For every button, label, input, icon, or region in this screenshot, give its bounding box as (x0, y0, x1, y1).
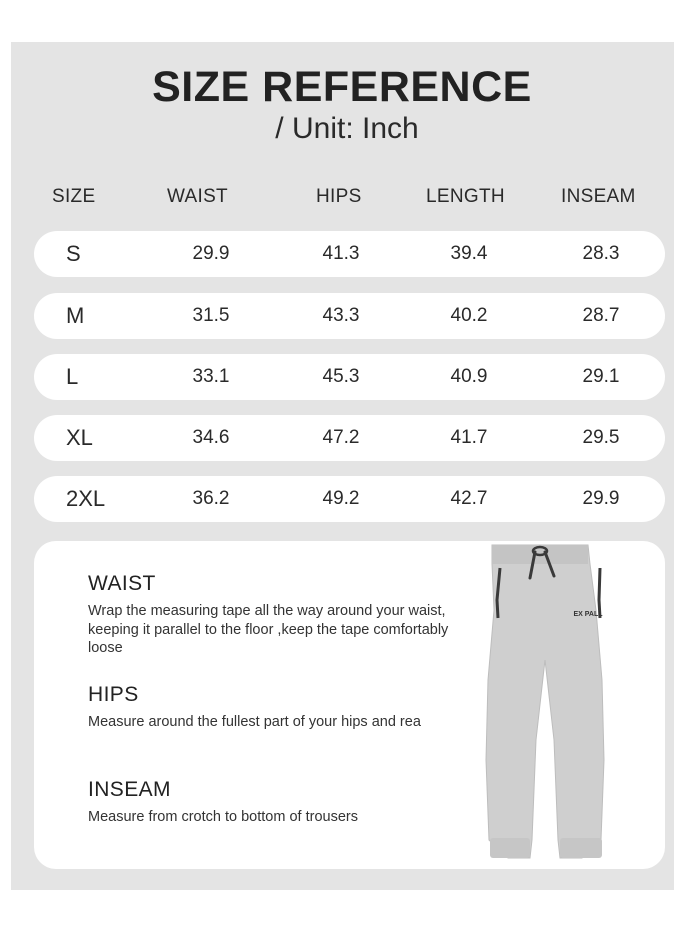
header-length: LENGTH (426, 186, 505, 207)
length-value: 41.7 (450, 427, 488, 448)
table-row (34, 354, 665, 400)
pants-logo: EX PALL (573, 611, 603, 618)
inseam-value: 28.7 (582, 305, 620, 326)
hips-value: 49.2 (322, 488, 360, 509)
hips-value: 43.3 (322, 305, 360, 326)
waist-value: 33.1 (192, 366, 230, 387)
hips-value: 45.3 (322, 366, 360, 387)
header-waist: WAIST (167, 186, 228, 207)
page-title: SIZE REFERENCE (152, 63, 532, 111)
inseam-value: 29.5 (582, 427, 620, 448)
header-size: SIZE (52, 186, 96, 207)
table-row (34, 231, 665, 277)
waist-value: 36.2 (192, 488, 230, 509)
size-label: S (66, 241, 81, 266)
hips-guide-title: HIPS (88, 683, 139, 706)
waist-value: 29.9 (192, 243, 230, 264)
waist-value: 34.6 (192, 427, 230, 448)
hips-value: 47.2 (322, 427, 360, 448)
table-row (34, 293, 665, 339)
size-label: XL (66, 425, 93, 450)
left-cuff (490, 838, 530, 858)
length-value: 40.9 (450, 366, 488, 387)
inseam-guide-text: Measure from crotch to bottom of trousers (88, 809, 358, 825)
size-label: 2XL (66, 486, 106, 511)
table-row (34, 476, 665, 522)
jogger-pants-image (470, 540, 620, 865)
size-label: L (66, 364, 79, 389)
waist-guide-text: Wrap the measuring tape all the way around your waist, keeping it parallel to the floor ,keep the tape comfortably loose (88, 603, 449, 656)
header-inseam: INSEAM (561, 186, 636, 207)
table-row (34, 415, 665, 461)
length-value: 39.4 (450, 243, 488, 264)
table-header (34, 186, 664, 210)
inseam-value: 28.3 (582, 243, 620, 264)
length-value: 42.7 (450, 488, 488, 509)
hips-guide-text: Measure around the fullest part of your hips and rea (88, 714, 421, 730)
waist-value: 31.5 (192, 305, 230, 326)
header-hips: HIPS (316, 186, 362, 207)
waist-guide-title: WAIST (88, 572, 156, 595)
unit-subtitle: / Unit: Inch (275, 112, 419, 145)
hips-value: 41.3 (322, 243, 360, 264)
inseam-value: 29.9 (582, 488, 620, 509)
inseam-value: 29.1 (582, 366, 620, 387)
right-cuff (560, 838, 602, 858)
pants-body (486, 545, 604, 858)
inseam-guide-title: INSEAM (88, 778, 171, 801)
size-label: M (66, 303, 85, 328)
length-value: 40.2 (450, 305, 488, 326)
